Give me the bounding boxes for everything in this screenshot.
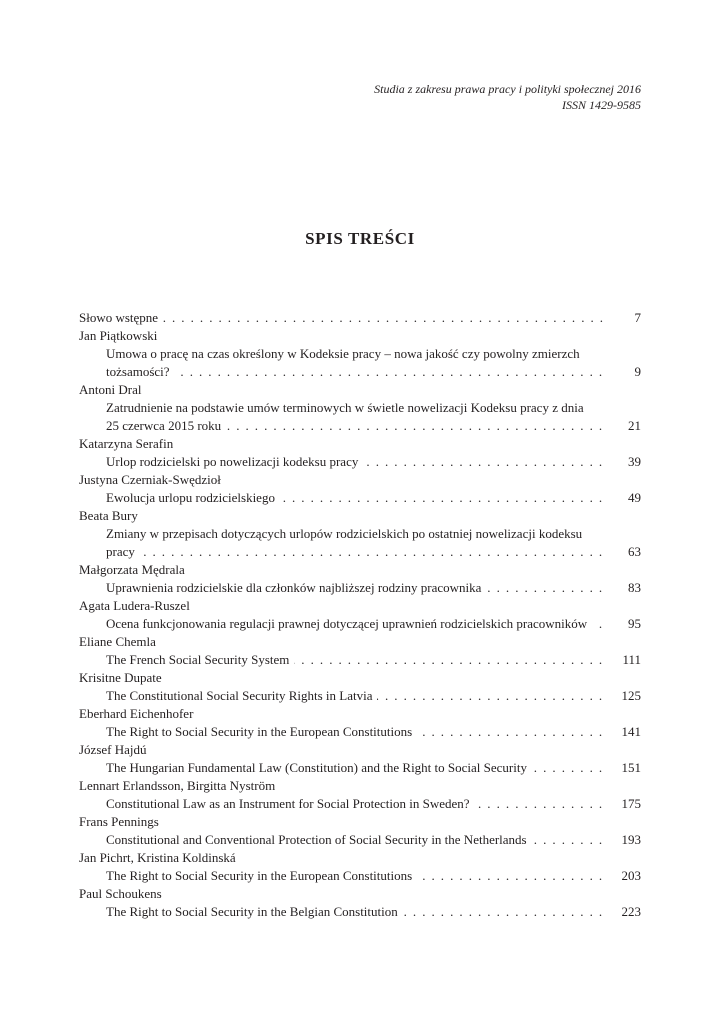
toc-line[interactable]: [79, 903, 641, 921]
toc-title: Uprawnienia rodzicielskie dla członków najbliższej rodziny pracownika: [106, 580, 486, 595]
dot-leader: [106, 453, 607, 471]
page-number: 39: [628, 454, 641, 469]
toc-entry: [79, 885, 641, 921]
toc-title: The Hungarian Fundamental Law (Constitution) and the Right to Social Security: [106, 760, 532, 775]
toc-line[interactable]: [79, 417, 641, 435]
toc-title-line: Zmiany w przepisach dotyczących urlopów rodzicielskich po ostatniej nowelizacji kodeksu: [106, 526, 583, 541]
toc-author: Frans Pennings: [79, 814, 159, 829]
toc-line[interactable]: [79, 831, 641, 849]
toc-entry: [79, 507, 641, 561]
toc-title: Constitutional and Conventional Protection of Social Security in the Netherlands: [106, 832, 532, 847]
toc-title: Ewolucja urlopu rodzicielskiego: [106, 490, 280, 505]
toc-entry: [79, 597, 641, 633]
toc-entry: [79, 705, 641, 741]
table-of-contents: [79, 309, 641, 921]
dot-leader: [106, 579, 607, 597]
toc-author: Paul Schoukens: [79, 886, 162, 901]
toc-line[interactable]: [79, 489, 641, 507]
toc-entry: [79, 381, 641, 435]
page-number: 125: [621, 688, 641, 703]
dot-leader: [106, 831, 607, 849]
toc-entry: [79, 561, 641, 597]
toc-author: József Hajdú: [79, 742, 147, 757]
page-number: 95: [628, 616, 641, 631]
toc-author: Eliane Chemla: [79, 634, 156, 649]
toc-line[interactable]: [79, 615, 641, 633]
page-title: SPIS TREŚCI: [305, 229, 415, 248]
dot-leader: [106, 651, 607, 669]
toc-title: Constitutional Law as an Instrument for Social Protection in Sweden?: [106, 796, 475, 811]
toc-entry: [79, 435, 641, 471]
dot-leader: [106, 723, 607, 741]
toc-title: Urlop rodzicielski po nowelizacji kodeksu pracy: [106, 454, 363, 469]
toc-line[interactable]: [79, 579, 641, 597]
toc-author: Lennart Erlandsson, Birgitta Nyström: [79, 778, 276, 793]
toc-entry: [79, 777, 641, 813]
page-number: 151: [621, 760, 641, 775]
toc-line[interactable]: [79, 759, 641, 777]
toc-title: tożsamości?: [106, 364, 175, 379]
page-number: 83: [628, 580, 641, 595]
page-number: 193: [621, 832, 641, 847]
dot-leader: [79, 309, 607, 327]
page-number: 175: [621, 796, 641, 811]
toc-author: Małgorzata Mędrala: [79, 562, 185, 577]
dot-leader: [106, 867, 607, 885]
page-number: 49: [628, 490, 641, 505]
page-number: 141: [621, 724, 641, 739]
toc-entry: [79, 309, 641, 327]
page-number: 203: [621, 868, 641, 883]
toc-title: 25 czerwca 2015 roku: [106, 418, 226, 433]
dot-leader: [106, 903, 607, 921]
toc-entry: [79, 741, 641, 777]
dot-leader: [106, 795, 607, 813]
toc-author: Eberhard Eichenhofer: [79, 706, 194, 721]
toc-author: Beata Bury: [79, 508, 138, 523]
toc-line[interactable]: [79, 453, 641, 471]
toc-entry: [79, 327, 641, 381]
dot-leader: [106, 489, 607, 507]
toc-line[interactable]: [79, 687, 641, 705]
toc-entry: [79, 813, 641, 849]
toc-line[interactable]: [79, 363, 641, 381]
page-number: 21: [628, 418, 641, 433]
toc-title: The French Social Security System: [106, 652, 294, 667]
toc-title: Ocena funkcjonowania regulacji prawnej dotyczącej uprawnień rodzicielskich pracowników: [106, 616, 592, 631]
dot-leader: [106, 363, 607, 381]
page-number: 9: [634, 364, 641, 379]
toc-entry: [79, 849, 641, 885]
toc-line[interactable]: [79, 543, 641, 561]
toc-title: Słowo wstępne: [79, 310, 163, 325]
toc-title: The Right to Social Security in the Belgian Constitution: [106, 904, 403, 919]
toc-line[interactable]: [79, 723, 641, 741]
dot-leader: [106, 543, 607, 561]
issn-number: ISSN 1429-9585: [562, 98, 641, 112]
toc-entry: [79, 633, 641, 669]
toc-author: Justyna Czerniak-Swędzioł: [79, 472, 221, 487]
toc-author: Katarzyna Serafin: [79, 436, 174, 451]
toc-title-line: Zatrudnienie na podstawie umów terminowych w świetle nowelizacji Kodeksu pracy z dnia: [106, 400, 584, 415]
toc-author: Jan Pichrt, Kristina Koldinská: [79, 850, 236, 865]
toc-line[interactable]: [79, 867, 641, 885]
toc-author: Krisitne Dupate: [79, 670, 162, 685]
toc-author: Agata Ludera-Ruszel: [79, 598, 190, 613]
toc-title: pracy: [106, 544, 140, 559]
page-number: 111: [622, 652, 641, 667]
running-header: [374, 81, 641, 113]
toc-title: The Right to Social Security in the European Constitutions: [106, 868, 417, 883]
toc-author: Jan Piątkowski: [79, 328, 158, 343]
page-number: 223: [621, 904, 641, 919]
page-number: 7: [634, 310, 641, 325]
toc-line[interactable]: [79, 795, 641, 813]
toc-line[interactable]: [79, 309, 641, 327]
dot-leader: [106, 759, 607, 777]
toc-title: The Constitutional Social Security Rights in Latvia: [106, 688, 377, 703]
page-number: 63: [628, 544, 641, 559]
toc-title-line: Umowa o pracę na czas określony w Kodeksie pracy – nowa jakość czy powolny zmierzch: [106, 346, 580, 361]
dot-leader: [106, 615, 607, 633]
dot-leader: [106, 687, 607, 705]
toc-author: Antoni Dral: [79, 382, 142, 397]
toc-title: The Right to Social Security in the European Constitutions: [106, 724, 417, 739]
journal-title: Studia z zakresu prawa pracy i polityki społecznej 2016: [374, 82, 641, 96]
toc-line[interactable]: [79, 651, 641, 669]
dot-leader: [106, 417, 607, 435]
toc-entry: [79, 471, 641, 507]
toc-entry: [79, 669, 641, 705]
